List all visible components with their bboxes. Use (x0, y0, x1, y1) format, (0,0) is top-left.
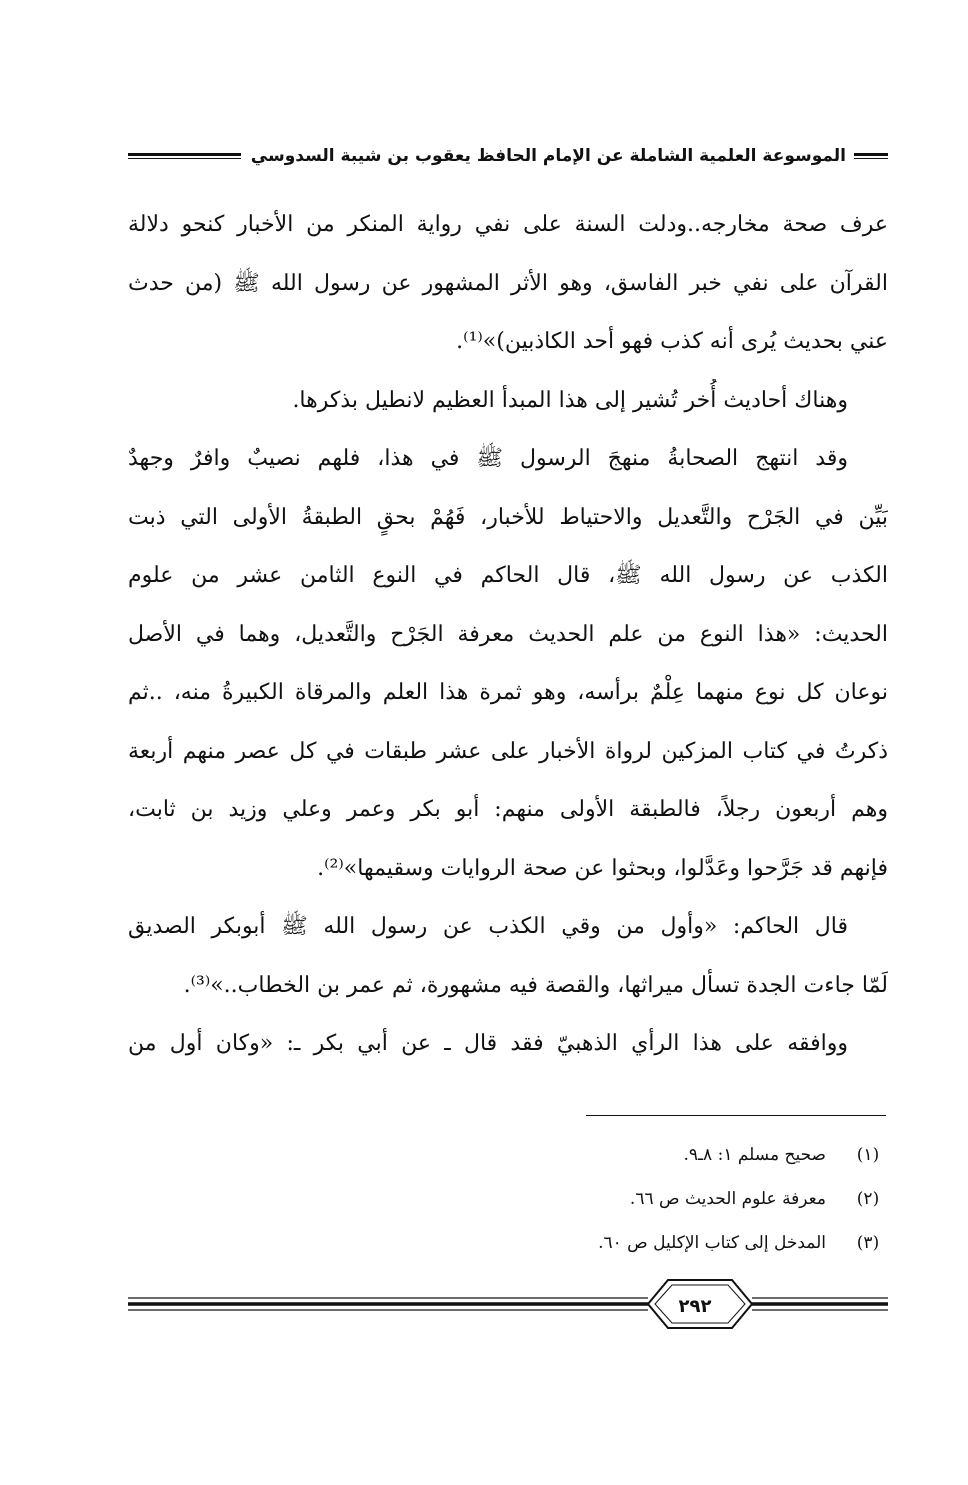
footnote-number: (١) (856, 1145, 880, 1165)
footnote (300, 1226, 888, 1270)
footnote-text: صحيح مسلم ١: ٨ـ٩. (683, 1145, 826, 1165)
body-line: وقد انتهج الصحابةُ منهجَ الرسول ﷺ في هذا، فلهم نصيبٌ وافرٌ وجهدٌ (128, 446, 848, 471)
body-line: الحديث: «هذا النوع من علم الحديث معرفة الجَرْح والتَّعديل، وهما في الأصل (128, 621, 888, 647)
body-text (128, 203, 888, 1081)
footnote-text: المدخل إلى كتاب الإكليل ص ٦٠. (598, 1233, 826, 1253)
body-line: لَمّا جاءت الجدة تسأل ميراثها، والقصة فيه مشهورة، ثم عمر بن الخطاب..»⁽³⁾. (183, 972, 888, 998)
body-line: ذكرتُ في كتاب المزكين لرواة الأخبار على عشر طبقات في كل عصر منهم أربعة (128, 738, 888, 764)
running-header (128, 138, 888, 174)
page-footer (128, 1276, 888, 1336)
body-line: القرآن على نفي خبر الفاسق، وهو الأثر المشهور عن رسول الله ﷺ (من حدث (128, 270, 888, 296)
body-line: عرف صحة مخارجه..ودلت السنة على نفي رواية المنكر من الأخبار كنحو دلالة (128, 212, 888, 237)
body-line: بَيِّن في الجَرْح والتَّعديل والاحتياط للأخبار، فَهُمْ بحقٍ الطبقةُ الأولى التي ذبت (128, 504, 888, 530)
footnotes (300, 1138, 888, 1270)
footnote (300, 1182, 888, 1226)
body-line: وهم أربعون رجلاً، فالطبقة الأولى منهم: أبو بكر وعمر وعلي وزيد بن ثابت، (128, 797, 888, 822)
body-line: ووافقه على هذا الرأي الذهبيّ فقد قال ـ عن أبي بكر ـ: «وكان أول من (128, 1031, 848, 1056)
body-line: نوعان كل نوع منهما عِلْمٌ برأسه، وهو ثمرة هذا العلم والمرقاة الكبيرةُ منه، ..ثم (128, 680, 888, 705)
page-number: ٢٩٢ (678, 1295, 712, 1317)
body-line: عني بحديث يُرى أنه كذب فهو أحد الكاذبين)»⁽¹⁾. (456, 329, 888, 354)
footnote-number: (٣) (856, 1233, 880, 1253)
body-line: فإنهم قد جَرَّحوا وعَدَّلوا، وبحثوا عن صحة الروايات وسقيمها»⁽²⁾. (317, 855, 888, 881)
body-line: وهناك أحاديث أُخر تُشير إلى هذا المبدأ العظيم لانطيل بذكرها. (292, 387, 848, 413)
footnote-separator (586, 1115, 886, 1116)
header-title: الموسوعة العلمية الشاملة عن الإمام الحافظ يعقوب بن شيبة السدوسي (250, 146, 846, 166)
footnote-number: (٢) (856, 1189, 880, 1209)
header-rule-short (854, 153, 888, 159)
footnote (300, 1138, 888, 1182)
body-line: الكذب عن رسول الله ﷺ، قال الحاكم في النوع الثامن عشر من علوم (128, 563, 888, 588)
body-line: قال الحاكم: «وأول من وقي الكذب عن رسول الله ﷺ أبوبكر الصديق (128, 914, 848, 939)
footer-ornament (128, 1276, 888, 1336)
footnote-text: معرفة علوم الحديث ص ٦٦. (629, 1189, 826, 1209)
header-rule-long (128, 153, 241, 159)
